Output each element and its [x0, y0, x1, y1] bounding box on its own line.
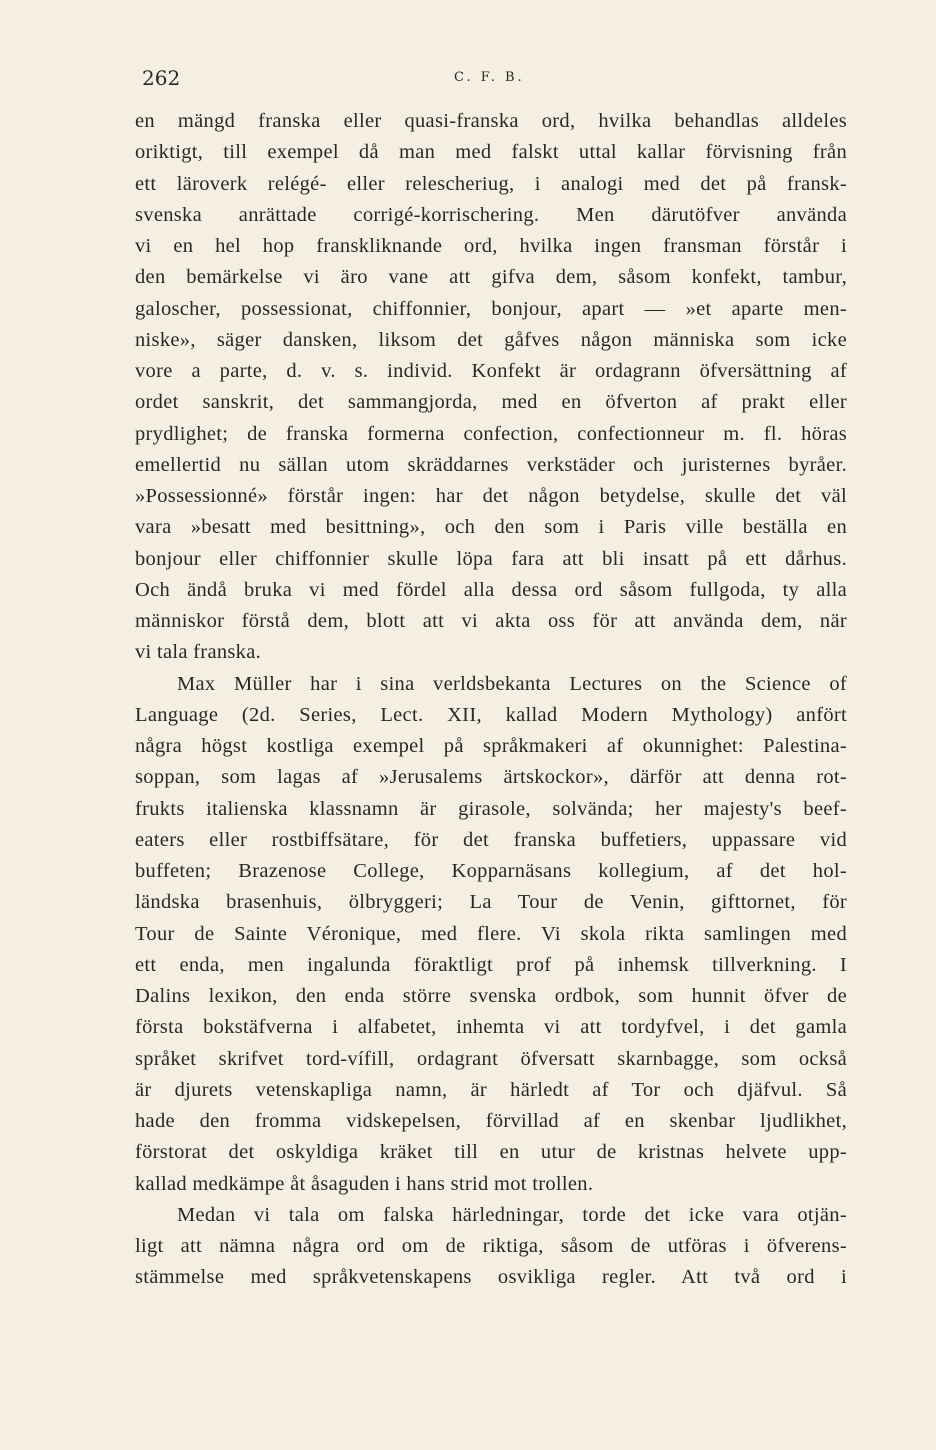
text-line: ordet sanskrit, det sammangjorda, med en öfverton af prakt eller	[135, 391, 847, 414]
text-line: eaters eller rostbiffsätare, för det franska buffetiers, uppassare vid	[135, 828, 847, 851]
text-line: några högst kostliga exempel på språkmakeri af okunnighet: Palestina-	[135, 735, 847, 757]
text-line: vi tala franska.	[135, 641, 262, 664]
text-line: ett enda, men ingalunda föraktligt prof på inhemsk tillverkning. I	[135, 953, 847, 976]
running-head: C. F. B.	[454, 70, 525, 85]
text-line: Dalins lexikon, den enda större svenska ordbok, som hunnit öfver de	[135, 985, 847, 1007]
text-line: niske», säger dansken, liksom det gåfves någon människa som icke	[135, 328, 847, 351]
text-line: ligt att nämna några ord om de riktiga, såsom de utföras i öfverens-	[135, 1235, 847, 1257]
text-line: människor förstå dem, blott att vi akta oss för att använda dem, när	[135, 610, 847, 632]
paragraph-first-line: Max Müller har i sina verldsbekanta Lectures on the Science of	[177, 672, 847, 695]
text-line: Och ändå bruka vi med fördel alla dessa ord såsom fullgoda, ty alla	[135, 578, 847, 601]
text-line: språket skrifvet tord-vífill, ordagrant öfversatt skarnbagge, som också	[135, 1047, 847, 1070]
text-line: Tour de Sainte Véronique, med flere. Vi skola rikta samlingen med	[135, 922, 847, 945]
text-line: soppan, som lagas af »Jerusalems ärtskockor», därför att denna rot-	[135, 766, 847, 789]
page-header	[142, 66, 832, 96]
text-line: hade den fromma vidskepelsen, förvillad af en skenbar ljudlikhet,	[135, 1110, 847, 1132]
text-line: frukts italienska klassnamn är girasole, solvända; her majesty's beef-	[135, 797, 847, 820]
text-line: den bemärkelse vi äro vane att gifva dem, såsom konfekt, tambur,	[135, 266, 847, 289]
text-line: bonjour eller chiffonnier skulle löpa fara att bli insatt på ett dårhus.	[135, 547, 847, 570]
text-line: oriktigt, till exempel då man med falskt uttal kallar förvisning från	[135, 141, 847, 164]
text-line: ett läroverk relégé- eller relescheriug, i analogi med det på fransk-	[135, 172, 847, 195]
paragraph-first-line: Medan vi tala om falska härledningar, torde det icke vara otjän-	[177, 1203, 847, 1226]
text-line: första bokstäfverna i alfabetet, inhemta vi att tordyfvel, i det gamla	[135, 1016, 847, 1039]
text-line: en mängd franska eller quasi-franska ord, hvilka behandlas alldeles	[135, 110, 847, 132]
text-line: »Possessionné» förstår ingen: har det någon betydelse, skulle det väl	[135, 485, 847, 507]
body-text	[135, 106, 847, 1294]
text-line: stämmelse med språkvetenskapens osvikliga regler. Att två ord i	[135, 1266, 847, 1289]
text-line: vore a parte, d. v. s. individ. Konfekt är ordagrann öfversättning af	[135, 360, 847, 382]
text-line: förstorat det oskyldiga kräket till en utur de kristnas helvete upp-	[135, 1141, 847, 1164]
text-line: ländska brasenhuis, ölbryggeri; La Tour de Venin, gifttornet, för	[135, 891, 847, 914]
text-line: svenska anrättade corrigé-korrischering. Men därutöfver använda	[135, 203, 847, 226]
text-line: vi en hel hop franskliknande ord, hvilka ingen fransman förstår i	[135, 235, 847, 257]
text-line: kallad medkämpe åt åsaguden i hans strid mot trollen.	[135, 1172, 594, 1195]
page-number: 262	[142, 66, 181, 90]
text-line: galoscher, possessionat, chiffonnier, bonjour, apart — »et aparte men-	[135, 297, 847, 320]
text-line: vara »besatt med besittning», och den som i Paris ville beställa en	[135, 516, 847, 539]
text-line: är djurets vetenskapliga namn, är härledt af Tor och djäfvul. Så	[135, 1078, 847, 1101]
text-line: prydlighet; de franska formerna confection, confectionneur m. fl. höras	[135, 422, 847, 445]
text-line: emellertid nu sällan utom skräddarnes verkstäder och juristernes byråer.	[135, 453, 847, 476]
text-line: buffeten; Brazenose College, Kopparnäsans kollegium, af det hol-	[135, 860, 847, 882]
text-line: Language (2d. Series, Lect. XII, kallad Modern Mythology) anfört	[135, 703, 847, 726]
